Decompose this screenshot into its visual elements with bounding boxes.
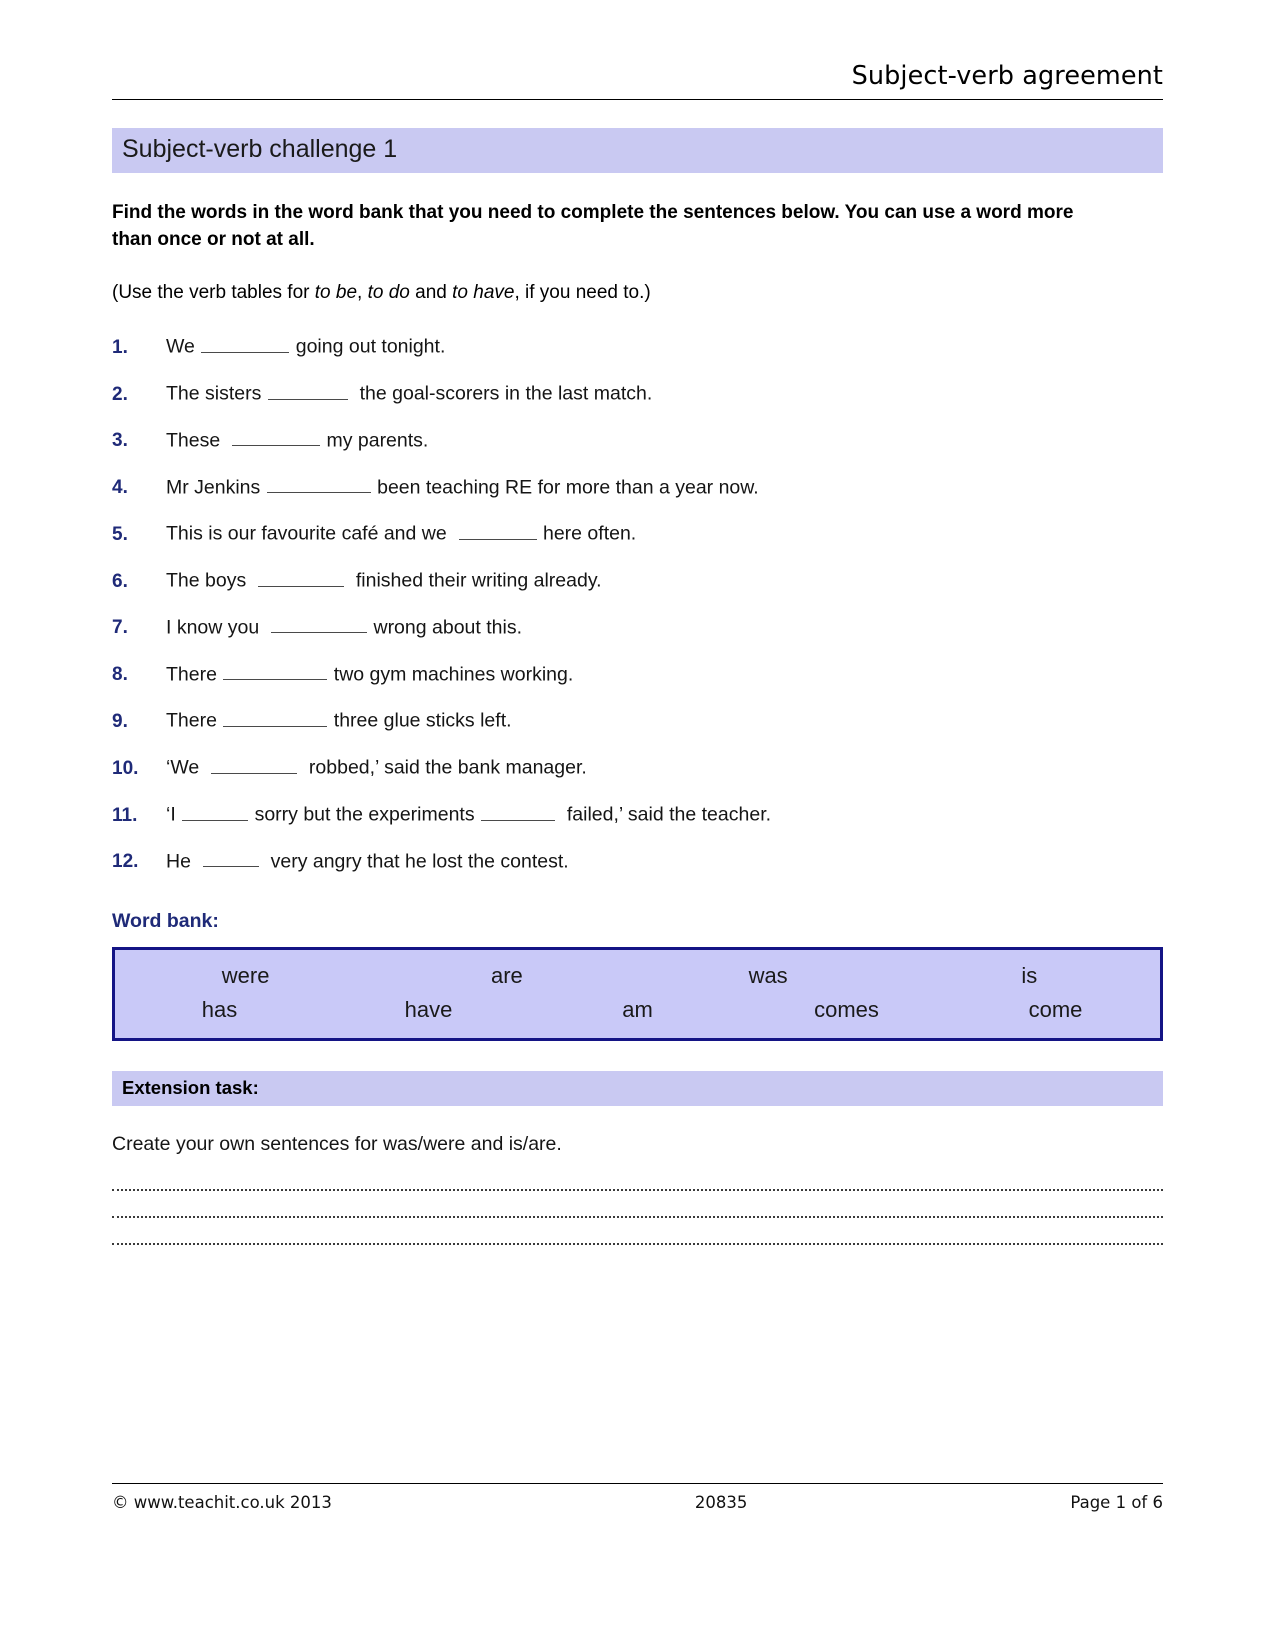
word-bank-word[interactable]: have: [404, 997, 453, 1023]
question-text-before: The sisters: [166, 382, 267, 405]
answer-blank[interactable]: [258, 567, 344, 587]
note-italic-to-have: to have: [452, 281, 515, 303]
word-bank-word[interactable]: are: [490, 963, 523, 989]
question-text: [166, 474, 759, 500]
answer-blank[interactable]: [232, 427, 320, 447]
question-number: 4.: [112, 477, 128, 499]
question-text-after: finished their writing already.: [345, 569, 602, 592]
question-row: [112, 427, 1163, 453]
answer-blank[interactable]: [459, 520, 537, 540]
question-text: [166, 801, 771, 827]
question-number: 10.: [112, 757, 139, 779]
question-text-before: I know you: [166, 616, 271, 639]
answer-blank[interactable]: [267, 474, 371, 494]
question-text-after: sorry but the experiments: [249, 803, 481, 826]
word-bank-word[interactable]: were: [221, 963, 270, 989]
header-divider: [112, 99, 1163, 100]
question-text-after: three glue sticks left.: [328, 709, 512, 732]
word-bank-word[interactable]: has: [201, 997, 238, 1023]
question-text-before: The boys: [166, 569, 258, 592]
running-header-title: Subject-verb agreement: [851, 61, 1163, 91]
footer-resource-code: 20835: [694, 1493, 748, 1512]
word-bank-box: [112, 947, 1163, 1041]
answer-blank[interactable]: [182, 801, 248, 821]
extension-answer-lines: [112, 1188, 1163, 1245]
word-bank-word[interactable]: was: [748, 963, 788, 989]
extension-task-band: [112, 1071, 1163, 1106]
question-row: [112, 614, 1163, 640]
question-text-after-2: failed,’ said the teacher.: [556, 803, 772, 826]
question-text: [166, 567, 602, 593]
question-text: [166, 661, 573, 687]
question-row: [112, 520, 1163, 546]
question-text-before: This is our favourite café and we: [166, 522, 458, 545]
question-number: 12.: [112, 851, 139, 873]
footer-page-number: Page 1 of 6: [1070, 1493, 1163, 1512]
question-number: 6.: [112, 570, 128, 592]
question-text: [166, 707, 512, 733]
question-number: 5.: [112, 523, 128, 545]
question-row: [112, 801, 1163, 827]
note-sep-1: ,: [357, 281, 368, 303]
word-bank-word[interactable]: am: [622, 997, 653, 1023]
question-row: [112, 707, 1163, 733]
question-row: [112, 333, 1163, 359]
note-suffix: , if you need to.): [514, 281, 651, 303]
question-text-after: the goal-scorers in the last match.: [348, 382, 653, 405]
question-text-after: here often.: [537, 522, 637, 545]
extension-task-body: Create your own sentences for was/were and is/are.: [112, 1133, 562, 1156]
question-number: 2.: [112, 383, 128, 405]
question-text: [166, 520, 636, 546]
answer-line[interactable]: [112, 1242, 1163, 1245]
question-text-before: He: [166, 850, 202, 873]
question-number: 8.: [112, 664, 128, 686]
answer-line[interactable]: [112, 1188, 1163, 1191]
question-number: 11.: [112, 804, 138, 826]
answer-blank-2[interactable]: [481, 801, 555, 821]
question-text-before: ‘We: [166, 756, 211, 779]
question-row: [112, 567, 1163, 593]
word-bank-row-2: [115, 993, 1160, 1027]
page-title: Subject-verb challenge 1: [122, 135, 398, 164]
question-text-before: These: [166, 429, 232, 452]
extension-task-label: Extension task:: [122, 1077, 259, 1099]
question-text-after: wrong about this.: [368, 616, 522, 639]
question-text: [166, 333, 445, 359]
answer-line[interactable]: [112, 1215, 1163, 1218]
question-number: 1.: [112, 336, 128, 358]
question-text-after: my parents.: [321, 429, 429, 452]
question-row: [112, 661, 1163, 687]
word-bank-word[interactable]: come: [1028, 997, 1083, 1023]
word-bank-word[interactable]: is: [1021, 963, 1038, 989]
question-text-before: There: [166, 663, 223, 686]
question-text-before: ‘I: [166, 803, 182, 826]
footer-divider: [112, 1483, 1163, 1484]
note-italic-to-be: to be: [314, 281, 358, 303]
answer-blank[interactable]: [211, 754, 297, 774]
question-text: [166, 380, 652, 406]
question-row: [112, 474, 1163, 500]
note-italic-to-do: to do: [367, 281, 410, 303]
main-instruction: Find the words in the word bank that you need to complete the sentences below. You can use a word more than once or not at all.: [112, 201, 1074, 250]
question-text-after: very angry that he lost the contest.: [259, 850, 569, 873]
section-title-band: [112, 128, 1163, 173]
document-footer: [112, 1483, 1163, 1512]
word-bank-row-1: [115, 959, 1160, 993]
question-text-after: two gym machines working.: [328, 663, 574, 686]
question-number: 7.: [112, 617, 128, 639]
question-text-after: been teaching RE for more than a year now.: [371, 476, 759, 499]
question-list: [112, 333, 1163, 874]
word-bank-word[interactable]: comes: [814, 997, 879, 1023]
answer-blank[interactable]: [203, 848, 259, 868]
footer-copyright: © www.teachit.co.uk 2013: [112, 1493, 332, 1512]
question-text: [166, 848, 569, 874]
question-row: [112, 754, 1163, 780]
question-number: 9.: [112, 710, 128, 732]
question-text: [166, 427, 428, 453]
answer-blank[interactable]: [223, 707, 327, 727]
answer-blank[interactable]: [223, 661, 327, 681]
question-text: [166, 754, 587, 780]
question-row: [112, 380, 1163, 406]
question-text-before: We: [166, 335, 201, 358]
question-text-before: Mr Jenkins: [166, 476, 266, 499]
question-text: [166, 614, 522, 640]
note-prefix: (Use the verb tables for: [112, 281, 315, 303]
question-text-before: There: [166, 709, 223, 732]
answer-blank[interactable]: [268, 380, 348, 400]
word-bank-label: Word bank:: [112, 910, 219, 933]
question-text-after: going out tonight.: [290, 335, 446, 358]
question-text-after: robbed,’ said the bank manager.: [298, 756, 587, 779]
question-number: 3.: [112, 430, 128, 452]
note-sep-2: and: [409, 281, 453, 303]
document-header: [112, 0, 1163, 90]
verb-table-note: [112, 280, 1163, 307]
answer-blank[interactable]: [271, 614, 367, 634]
question-row: [112, 848, 1163, 874]
answer-blank[interactable]: [201, 333, 289, 353]
